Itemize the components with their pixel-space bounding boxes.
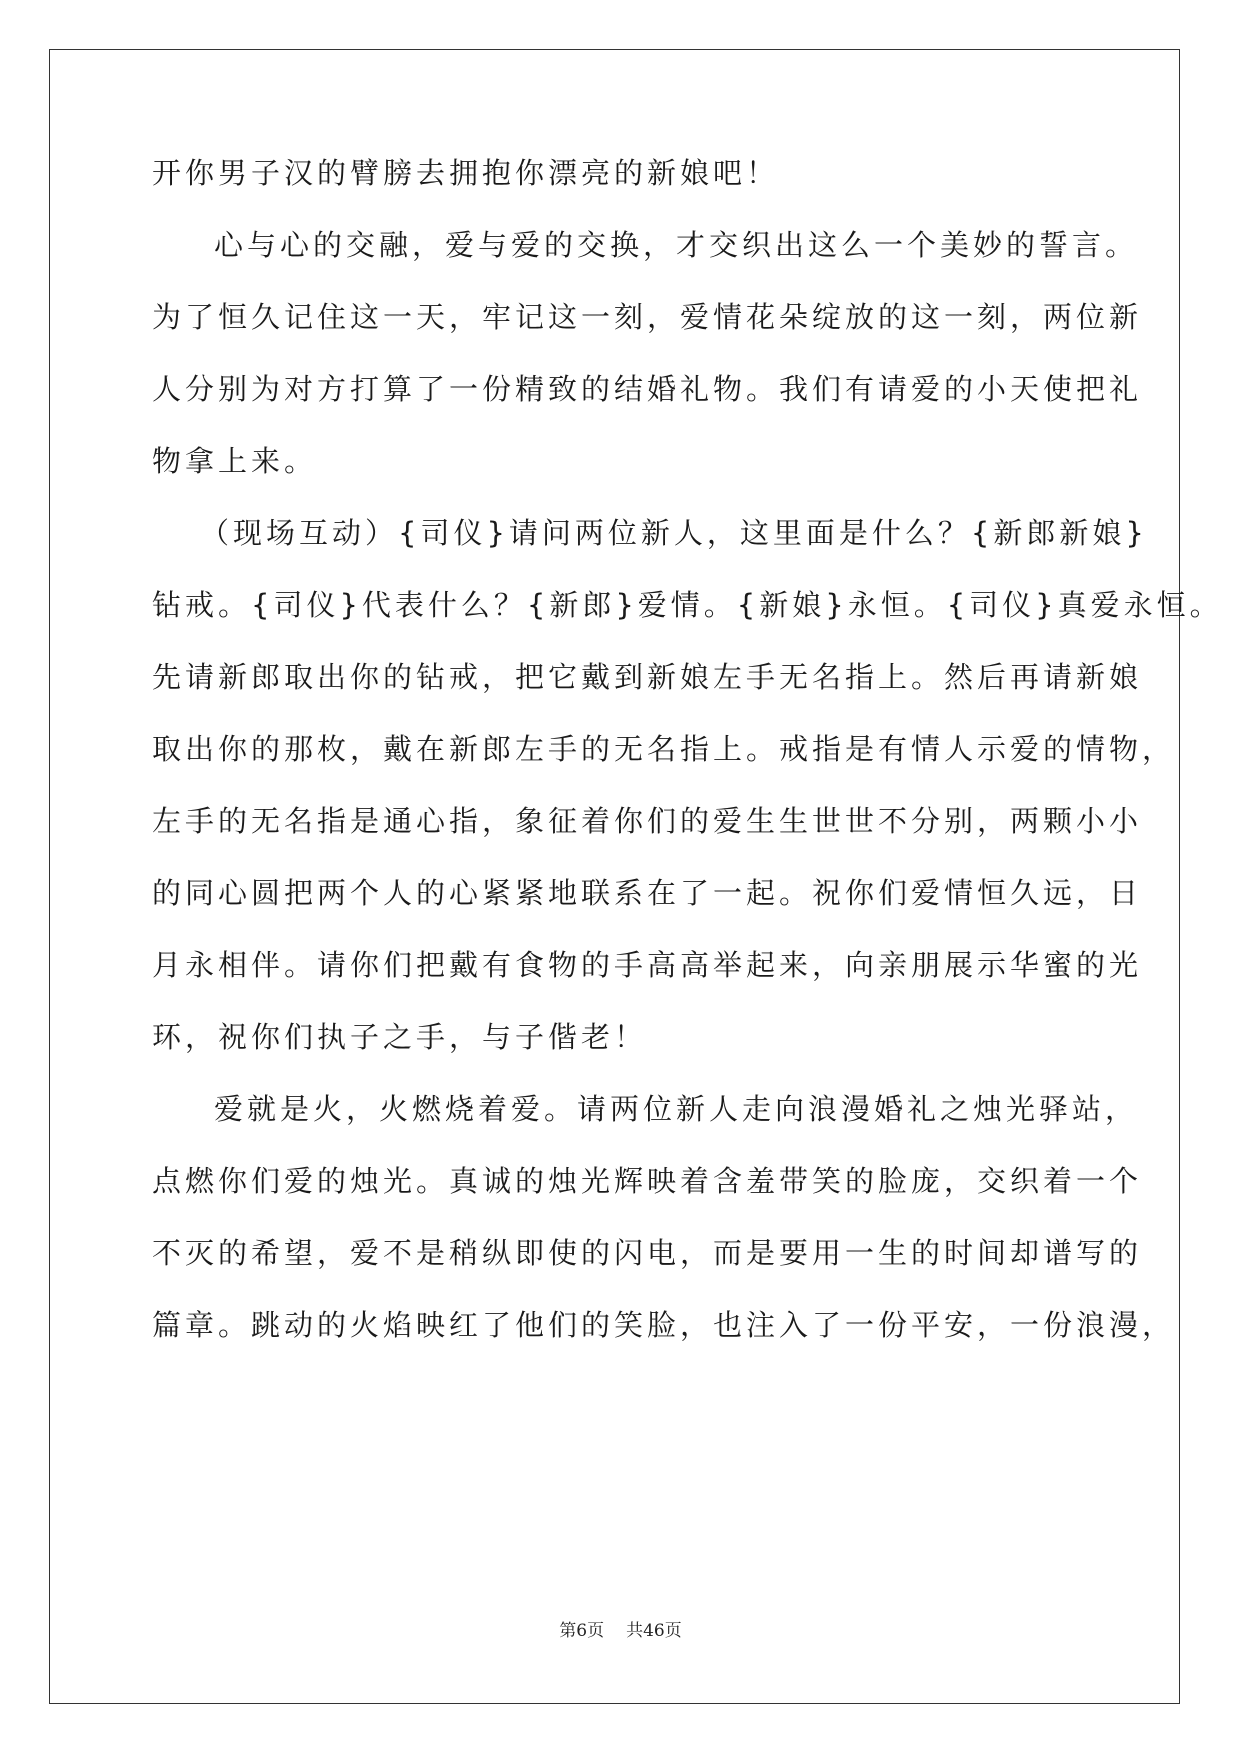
text-line: 爱就是火，火燃烧着爱。请两位新人走向浪漫婚礼之烛光驿站， <box>214 1092 1139 1126</box>
page-total: 共46页 <box>626 1621 682 1641</box>
text-line: 点燃你们爱的烛光。真诚的烛光辉映着含羞带笑的脸庞，交织着一个 <box>152 1164 1143 1198</box>
text-line: 环，祝你们执子之手，与子偕老！ <box>152 1020 648 1054</box>
text-line: 篇章。跳动的火焰映红了他们的笑脸，也注入了一份平安，一份浪漫， <box>152 1308 1176 1342</box>
text-line: 物拿上来。 <box>152 444 318 478</box>
page-footer <box>0 1616 1241 1641</box>
text-line: 左手的无名指是通心指，象征着你们的爱生生世世不分别，两颗小小 <box>152 804 1143 838</box>
text-line: 不灭的希望，爱不是稍纵即使的闪电，而是要用一生的时间却谱写的 <box>152 1236 1143 1270</box>
text-line: 先请新郎取出你的钻戒，把它戴到新娘左手无名指上。然后再请新娘 <box>152 660 1143 694</box>
text-line: 钻戒。{司仪}代表什么？{新郎}爱情。{新娘}永恒。{司仪}真爱永恒。 <box>152 588 1223 622</box>
text-line: 取出你的那枚，戴在新郎左手的无名指上。戒指是有情人示爱的情物， <box>152 732 1176 766</box>
text-line: （现场互动）{司仪}请问两位新人，这里面是什么？{新郎新娘} <box>200 516 1148 550</box>
text-line: 的同心圆把两个人的心紧紧地联系在了一起。祝你们爱情恒久远，日 <box>152 876 1143 910</box>
text-line: 月永相伴。请你们把戴有食物的手高高举起来，向亲朋展示华蜜的光 <box>152 948 1143 982</box>
text-line: 为了恒久记住这一天，牢记这一刻，爱情花朵绽放的这一刻，两位新 <box>152 300 1143 334</box>
text-line: 人分别为对方打算了一份精致的结婚礼物。我们有请爱的小天使把礼 <box>152 372 1143 406</box>
text-line: 心与心的交融，爱与爱的交换，才交织出这么一个美妙的誓言。 <box>214 228 1139 262</box>
text-line: 开你男子汉的臂膀去拥抱你漂亮的新娘吧！ <box>152 156 780 190</box>
page-number: 第6页 <box>559 1621 605 1641</box>
